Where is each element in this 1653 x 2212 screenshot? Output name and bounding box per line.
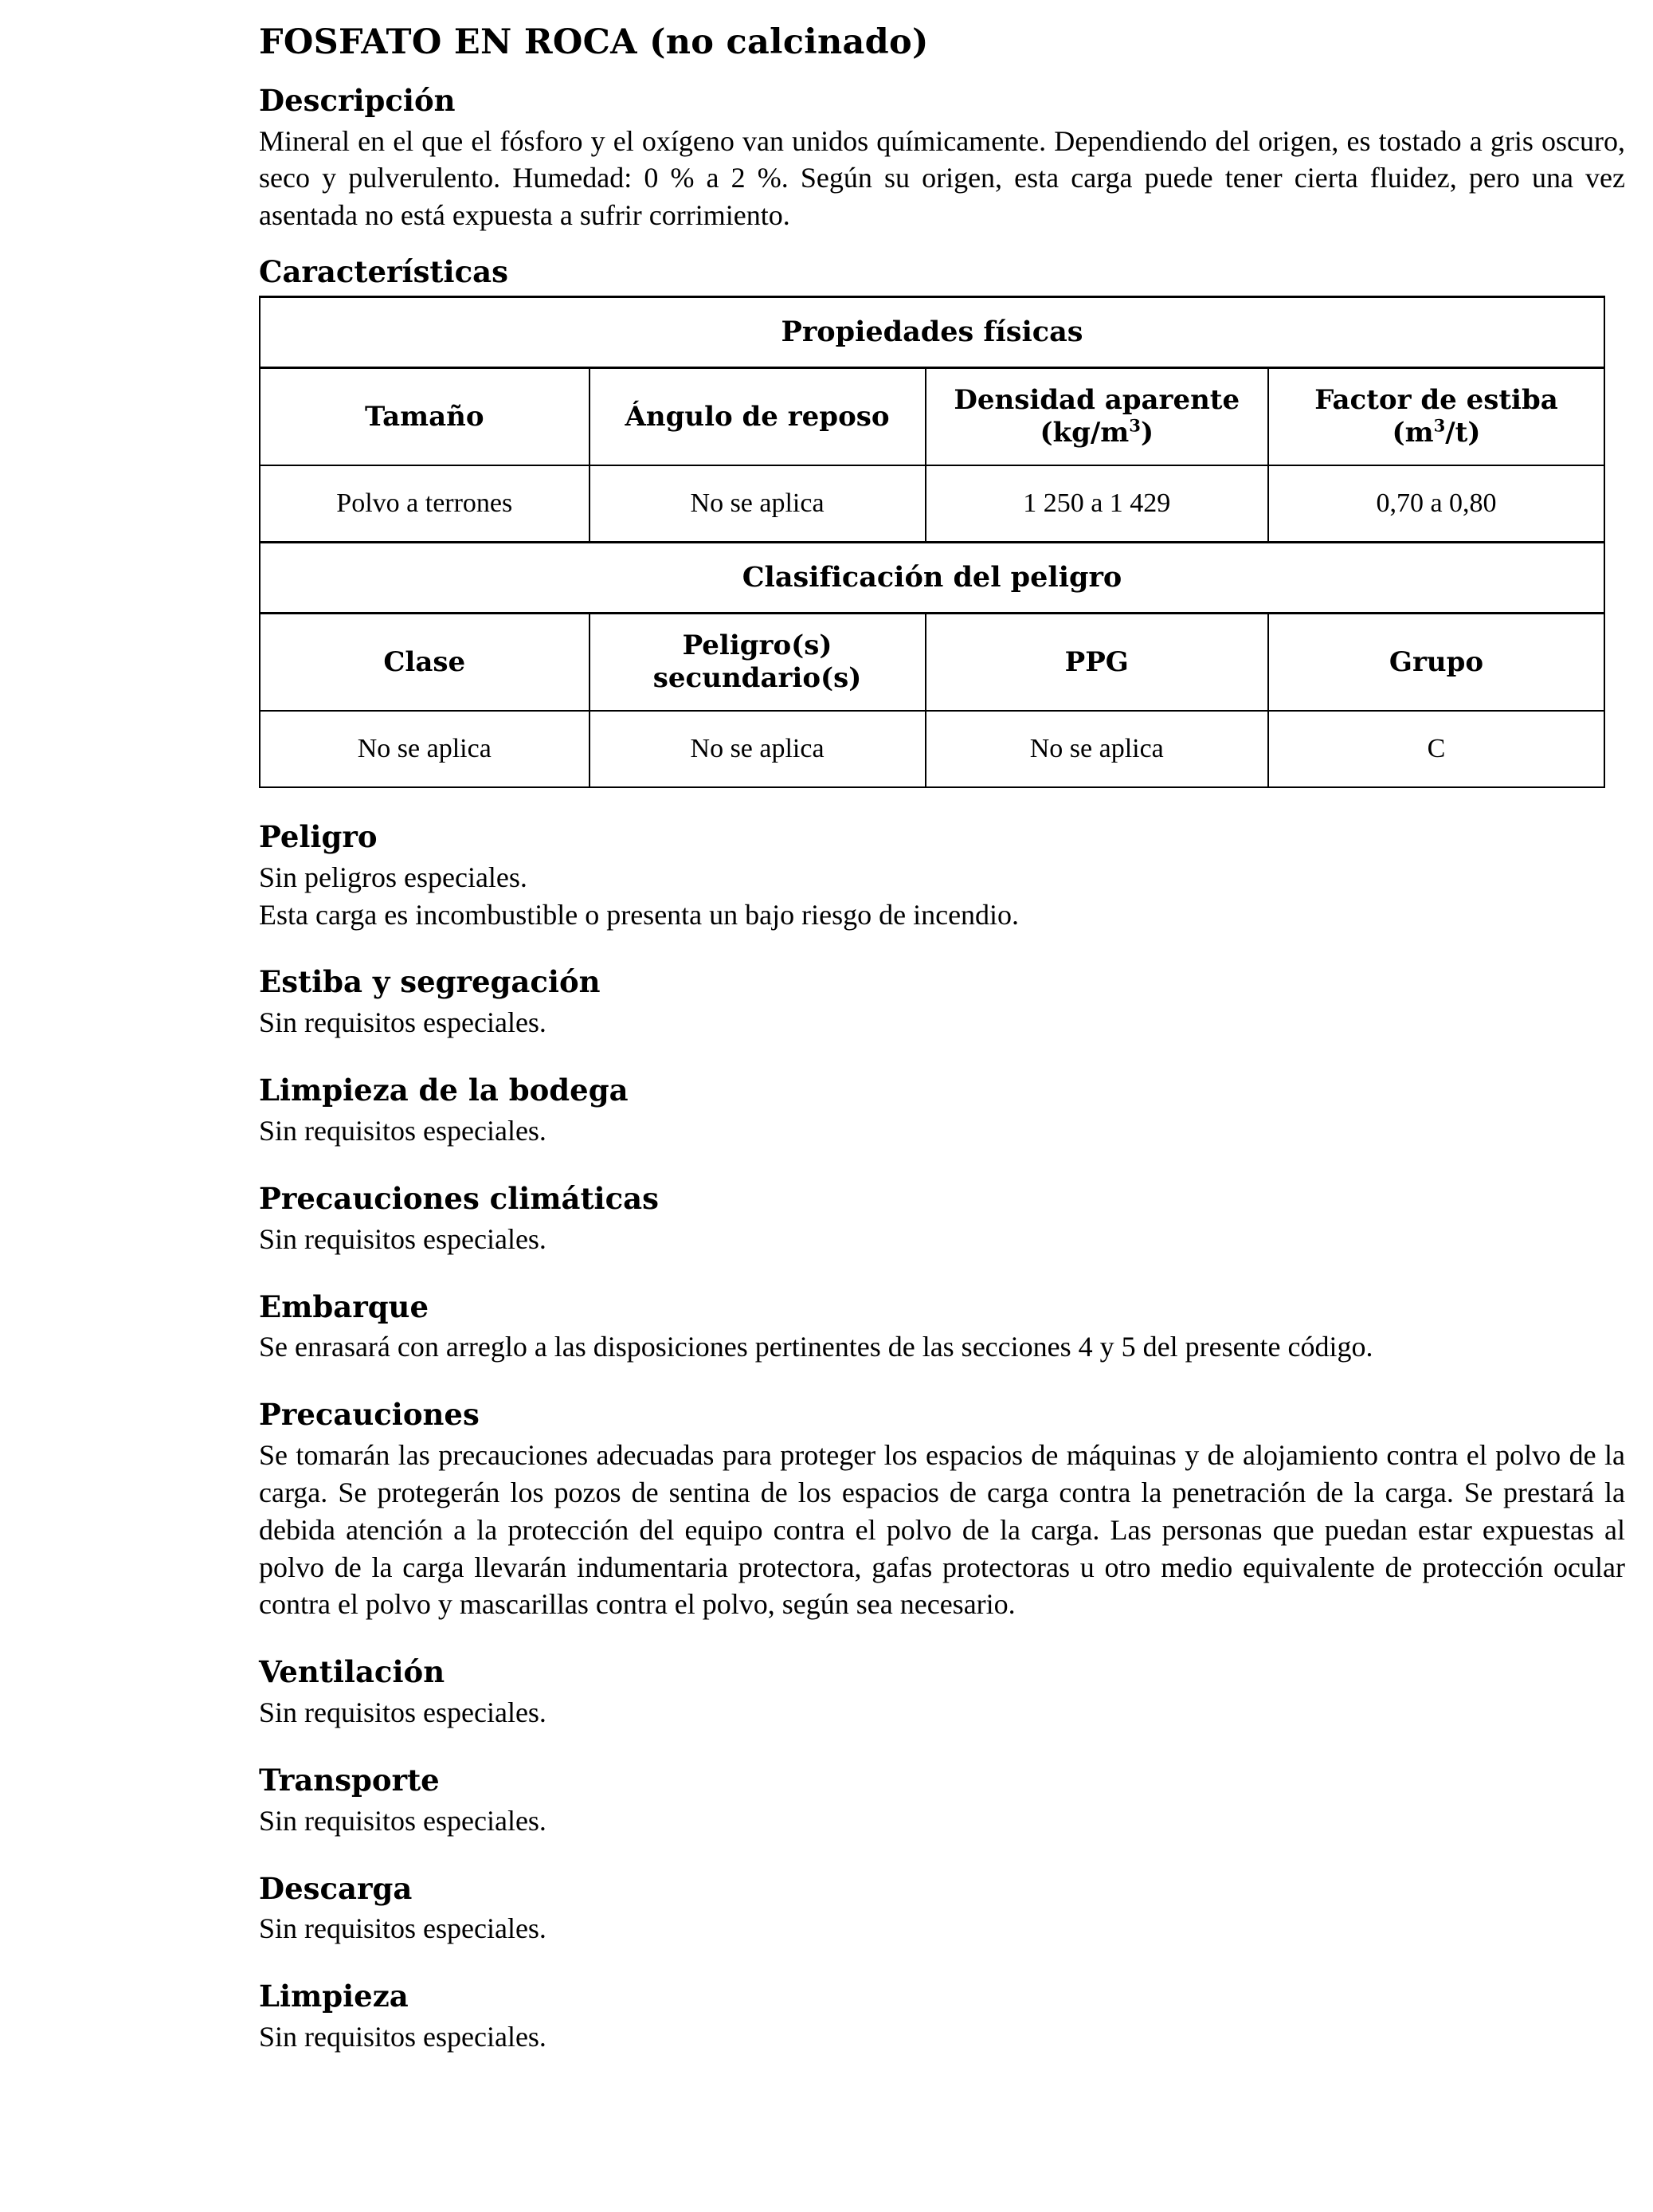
table-header-peligro-line1: Peligro(s) <box>682 629 832 662</box>
section-heading-ventilacion: Ventilación <box>259 1654 445 1690</box>
section-body-peligro-line-2: Esta carga es incombustible o presenta un bajo riesgo de incendio. <box>259 898 1020 931</box>
table-cell-tamano: Polvo a terrones <box>260 465 590 543</box>
table-header-densidad-unit-post: ) <box>1140 416 1154 449</box>
section-heading-embarque: Embarque <box>259 1288 429 1324</box>
section-body-descripcion: Mineral en el que el fósforo y el oxígeno van unidos químicamente. Dependiendo del origen, es tostado a gris oscuro, seco y pulverulento. Humedad: 0 % a 2 %. Según su origen, esta carga puede tener cierta fluidez, pero una vez asentada no está expuesta a sufrir corrimiento. <box>259 124 1625 232</box>
table-header-row-physical <box>260 367 1604 465</box>
section-body-transporte: Sin requisitos especiales. <box>259 1804 546 1837</box>
section-body-limpieza-bodega: Sin requisitos especiales. <box>259 1115 546 1147</box>
table-band-label-physical: Propiedades físicas <box>260 296 1604 367</box>
table-header-grupo: Grupo <box>1268 613 1604 711</box>
table-cell-peligro-secundario: No se aplica <box>590 711 926 787</box>
page-content <box>259 22 1625 2056</box>
section-descripcion <box>259 84 1625 234</box>
section-heading-limpieza: Limpieza <box>259 1979 409 2014</box>
table-header-factor-line1: Factor de estiba <box>1314 384 1558 417</box>
section-peligro <box>259 820 1625 934</box>
section-body-peligro-line-1: Sin peligros especiales. <box>259 861 527 893</box>
table-cell-factor-estiba: 0,70 a 0,80 <box>1268 465 1604 543</box>
table-header-factor-unit-post: /t) <box>1445 416 1481 449</box>
page-title: FOSFATO EN ROCA (no calcinado) <box>259 22 929 62</box>
table-band-label-hazard: Clasificación del peligro <box>260 542 1604 613</box>
section-body-ventilacion: Sin requisitos especiales. <box>259 1696 546 1729</box>
table-header-factor-unit-pre: (m <box>1392 416 1434 449</box>
table-cell-angulo-reposo: No se aplica <box>590 465 926 543</box>
section-transporte <box>259 1763 1625 1840</box>
table-header-row-hazard <box>260 613 1604 711</box>
table-header-densidad-aparente <box>926 367 1268 465</box>
section-estiba-segregacion <box>259 965 1625 1041</box>
section-heading-limpieza-bodega: Limpieza de la bodega <box>259 1073 629 1108</box>
section-descarga <box>259 1872 1625 1948</box>
section-heading-estiba-segregacion: Estiba y segregación <box>259 964 601 1000</box>
section-body-estiba-segregacion: Sin requisitos especiales. <box>259 1006 546 1039</box>
table-cell-grupo: C <box>1268 711 1604 787</box>
section-body-precauciones-climaticas: Sin requisitos especiales. <box>259 1222 546 1255</box>
characteristics-table <box>259 296 1605 788</box>
table-header-ppg: PPG <box>926 613 1268 711</box>
section-embarque <box>259 1290 1625 1367</box>
section-body-precauciones: Se tomarán las precauciones adecuadas para proteger los espacios de máquinas y de alojamiento contra el polvo de la carga. Se protegerán los pozos de sentina de los espacios de carga contra la penetración de la carga. Se prestará la debida atención a la protección del equipo contra el polvo de la carga. Las personas que puedan estar expuestas al polvo de la carga llevarán indumentaria protectora, gafas protectoras u otro medio equivalente de protección ocular contra el polvo y mascarillas contra el polvo, según sea necesario. <box>259 1439 1625 1621</box>
table-row <box>260 711 1604 787</box>
table-header-clase: Clase <box>260 613 590 711</box>
table-header-densidad-unit-sup: 3 <box>1129 415 1141 436</box>
section-body-descarga: Sin requisitos especiales. <box>259 1912 546 1945</box>
section-heading-descripcion: Descripción <box>259 82 456 118</box>
section-precauciones-climaticas <box>259 1182 1625 1258</box>
table-cell-clase: No se aplica <box>260 711 590 787</box>
table-header-factor-estiba <box>1268 367 1604 465</box>
table-band-hazard <box>260 542 1604 613</box>
section-heading-transporte: Transporte <box>259 1762 440 1798</box>
section-body-limpieza: Sin requisitos especiales. <box>259 2021 546 2053</box>
section-heading-precauciones: Precauciones <box>259 1397 480 1433</box>
section-heading-precauciones-climaticas: Precauciones climáticas <box>259 1180 659 1216</box>
section-heading-caracteristicas: Características <box>259 254 508 290</box>
section-limpieza <box>259 1979 1625 2056</box>
table-cell-ppg: No se aplica <box>926 711 1268 787</box>
section-heading-descarga: Descarga <box>259 1870 413 1906</box>
table-header-densidad-line1: Densidad aparente <box>954 384 1240 417</box>
section-caracteristicas <box>259 255 1625 788</box>
section-ventilacion <box>259 1655 1625 1732</box>
table-header-factor-unit-sup: 3 <box>1433 415 1446 436</box>
section-body-embarque: Se enrasará con arreglo a las disposiciones pertinentes de las secciones 4 y 5 del presente código. <box>259 1331 1373 1363</box>
table-header-peligro-secundario <box>590 613 926 711</box>
table-header-angulo-reposo: Ángulo de reposo <box>590 367 926 465</box>
section-precauciones <box>259 1398 1625 1623</box>
table-cell-densidad-aparente: 1 250 a 1 429 <box>926 465 1268 543</box>
table-band-physical <box>260 296 1604 367</box>
table-row <box>260 465 1604 543</box>
table-header-tamano: Tamaño <box>260 367 590 465</box>
table-header-densidad-unit-pre: (kg/m <box>1040 416 1130 449</box>
table-header-peligro-line2: secundario(s) <box>652 661 862 694</box>
section-limpieza-bodega <box>259 1073 1625 1150</box>
section-heading-peligro: Peligro <box>259 818 378 854</box>
